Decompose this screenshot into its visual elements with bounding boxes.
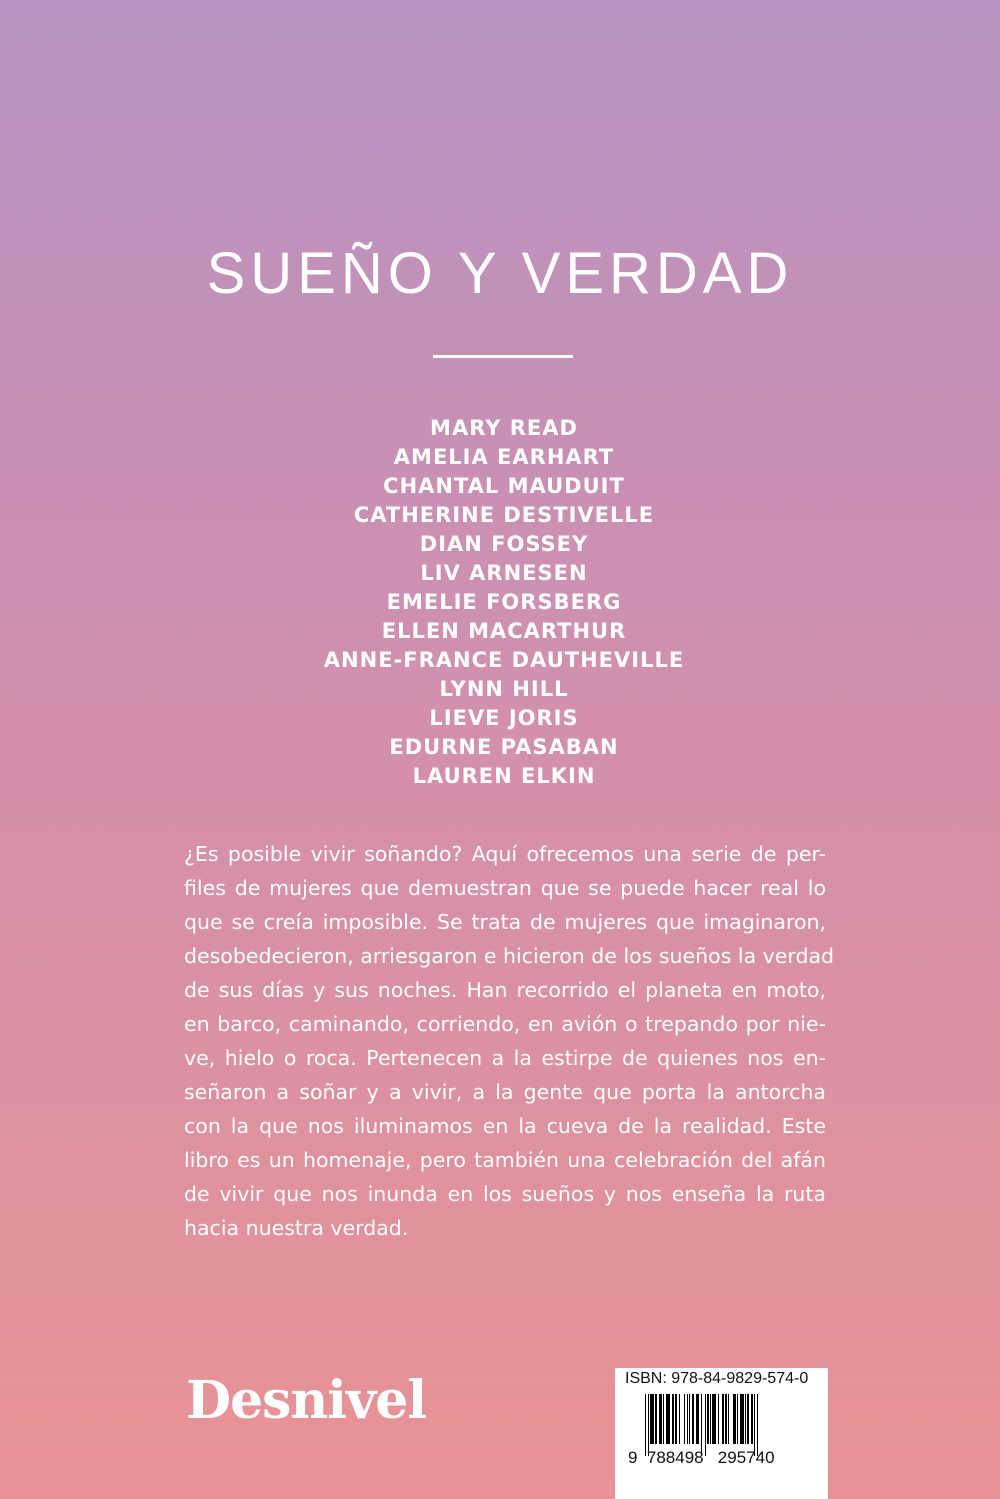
blurb-line: files de mujeres que demuestran que se puede hacer real lo <box>184 876 826 900</box>
book-title: SUEÑO Y VERDAD <box>206 241 794 306</box>
name-item: ELLEN MACARTHUR <box>381 619 627 643</box>
blurb-line: ¿Es posible vivir soñando? Aquí ofrecemos una serie de per- <box>184 842 826 866</box>
name-item: LYNN HILL <box>439 677 569 701</box>
blurb-line: que se creía imposible. Se trata de mujeres que imaginaron, <box>184 910 826 934</box>
name-item: LAUREN ELKIN <box>412 764 596 788</box>
name-item: CATHERINE DESTIVELLE <box>353 503 655 527</box>
blurb-line: ve, hielo o roca. Pertenecen a la estirpe de quienes nos en- <box>184 1046 826 1070</box>
isbn-text: ISBN: 978-84-9829-574-0 <box>625 1370 809 1387</box>
blurb-line: desobedecieron, arriesgaron e hicieron de los sueños la verdad <box>184 944 835 968</box>
divider <box>433 355 573 358</box>
name-item: LIV ARNESEN <box>420 561 588 585</box>
barcode-digits: 9 788498 295740 <box>628 1448 775 1467</box>
blurb-line: con la que nos iluminamos en la cueva de la realidad. Este <box>184 1114 826 1138</box>
name-item: LIEVE JORIS <box>429 706 579 730</box>
blurb-line: hacia nuestra verdad. <box>184 1216 409 1240</box>
name-item: ANNE-FRANCE DAUTHEVILLE <box>323 648 685 672</box>
blurb-line: señaron a soñar y a vivir, a la gente que porta la antorcha <box>184 1080 826 1104</box>
publisher-logo: Desnivel <box>186 1370 427 1431</box>
name-item: CHANTAL MAUDUIT <box>383 474 625 498</box>
name-item: EMELIE FORSBERG <box>386 590 622 614</box>
blurb-line: de sus días y sus noches. Han recorrido el planeta en moto, <box>184 978 826 1002</box>
blurb-line: libro es un homenaje, pero también una celebración del afán <box>184 1148 826 1172</box>
blurb-line: de vivir que nos inunda en los sueños y nos enseña la ruta <box>184 1182 826 1206</box>
isbn-barcode-box <box>615 1368 828 1499</box>
blurb-line: en barco, caminando, corriendo, en avión o trepando por nie- <box>184 1012 826 1036</box>
names-list <box>0 414 1000 791</box>
name-item: MARY READ <box>430 416 578 440</box>
barcode-bar <box>758 1394 759 1444</box>
name-item: AMELIA EARHART <box>393 445 615 469</box>
name-item: DIAN FOSSEY <box>419 532 589 556</box>
barcode <box>645 1394 817 1452</box>
blurb <box>184 837 835 1245</box>
name-item: EDURNE PASABAN <box>389 735 619 759</box>
